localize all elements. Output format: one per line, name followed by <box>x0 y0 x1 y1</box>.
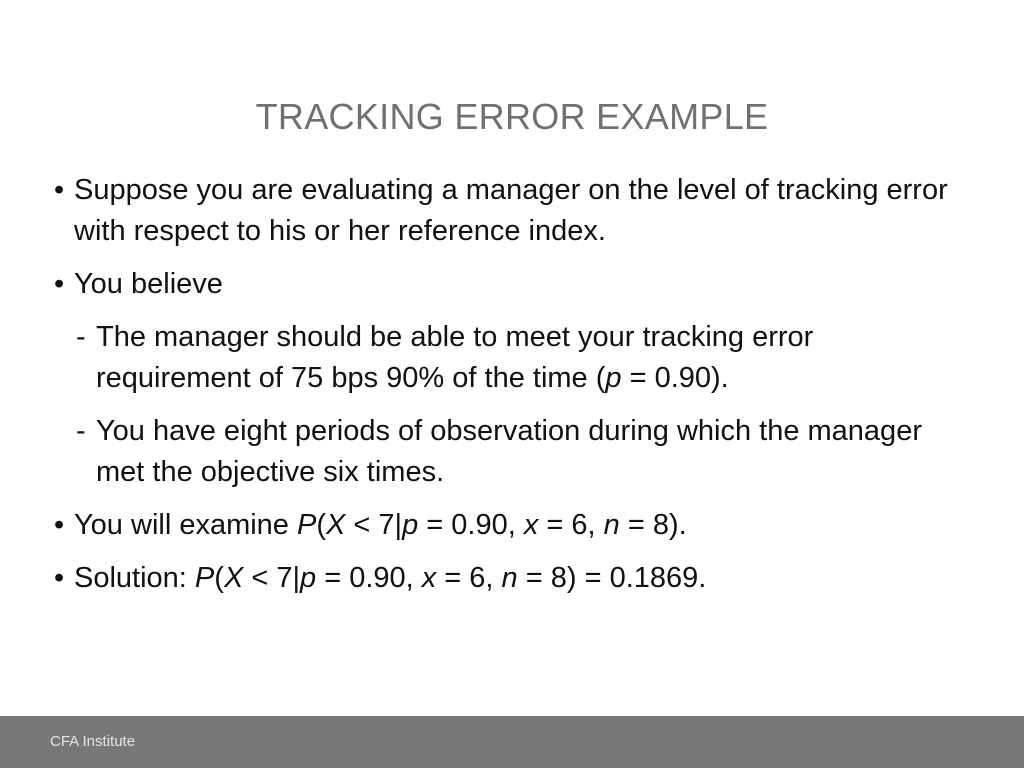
math-variable: X <box>223 562 244 594</box>
text-segment: You will examine <box>74 509 297 541</box>
text-segment: < 7| <box>345 509 403 541</box>
text-segment: = 6, <box>436 562 502 594</box>
sub-bullet-text <box>96 317 972 399</box>
bullet-marker: • <box>54 509 65 541</box>
math-variable: x <box>523 509 539 541</box>
math-variable: P <box>194 562 215 594</box>
math-variable: n <box>603 509 620 541</box>
bullet-marker: • <box>54 562 65 594</box>
bullet-text: You believe <box>74 268 223 300</box>
math-variable: p <box>605 362 622 394</box>
math-variable: X <box>326 509 346 541</box>
text-segment: ( <box>214 562 224 594</box>
text-segment: = 0.90). <box>621 362 729 394</box>
bullet-item <box>52 264 972 305</box>
bullet-item <box>52 558 972 599</box>
math-variable: p <box>300 562 317 594</box>
math-variable: p <box>402 509 419 541</box>
text-segment: ( <box>316 509 327 541</box>
bullet-text: Suppose you are evaluating a manager on the level of tracking error with respect to his or her reference index. <box>74 174 948 247</box>
sub-bullet-item <box>52 411 972 493</box>
bullet-text <box>74 505 972 546</box>
bullet-text <box>74 558 972 599</box>
text-segment: = 0.90, <box>418 509 524 541</box>
slide-body <box>52 170 972 611</box>
footer-bar <box>0 716 1024 768</box>
math-variable: n <box>501 562 518 594</box>
bullet-item <box>52 170 972 252</box>
math-variable: x <box>421 562 437 594</box>
text-segment: = 6, <box>538 509 604 541</box>
bullet-marker: • <box>54 174 65 206</box>
sub-bullet-text: You have eight periods of observation during which the manager met the objective six times. <box>96 415 922 488</box>
dash-marker: - <box>76 415 86 447</box>
text-segment: = 8) = 0.1869. <box>517 562 707 594</box>
bullet-item <box>52 505 972 546</box>
text-segment: The manager should be able to meet your tracking error requirement of 75 bps 90% of the time ( <box>96 321 814 394</box>
math-variable: P <box>297 509 317 541</box>
dash-marker: - <box>76 321 86 353</box>
text-segment: Solution: <box>74 562 195 594</box>
bullet-marker: • <box>54 268 65 300</box>
text-segment: = 0.90, <box>316 562 422 594</box>
text-segment: = 8). <box>619 509 687 541</box>
sub-bullet-item <box>52 317 972 399</box>
slide-title: TRACKING ERROR EXAMPLE <box>255 96 769 137</box>
text-segment: < 7| <box>243 562 300 594</box>
footer-brand: CFA Institute <box>50 733 136 750</box>
